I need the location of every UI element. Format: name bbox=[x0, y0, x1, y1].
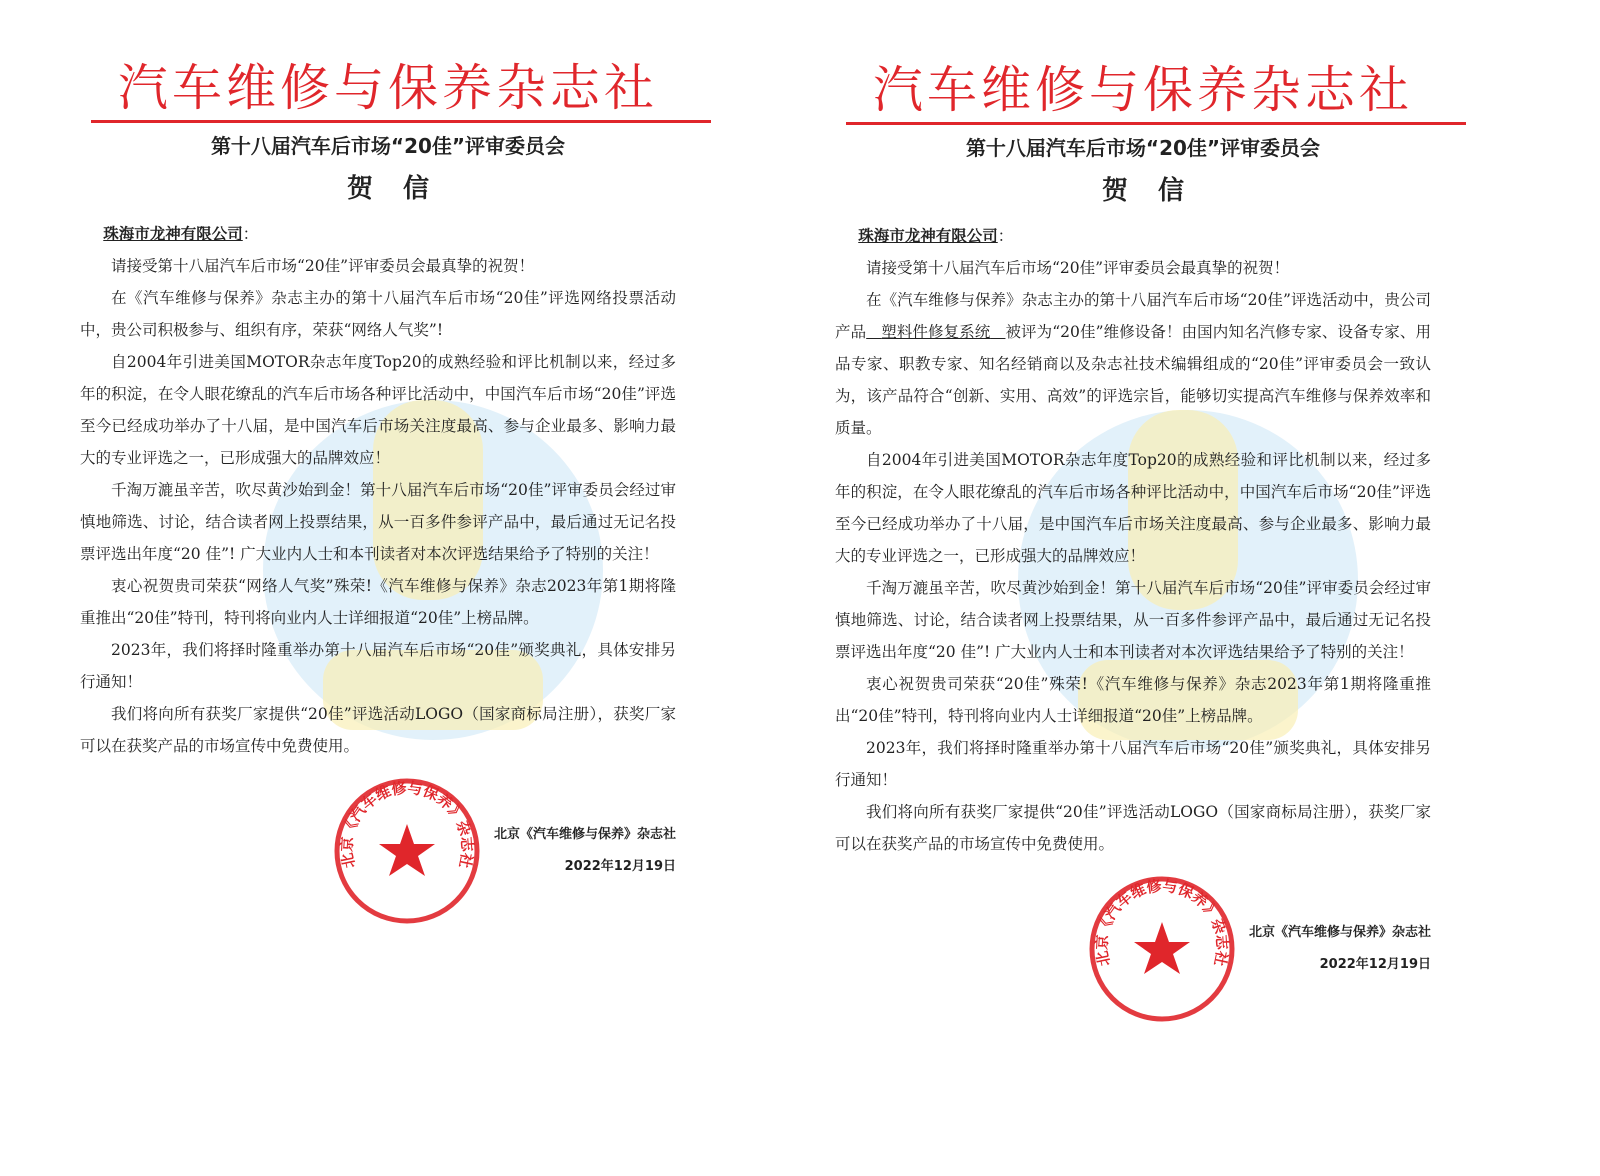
letter-network-popularity-award bbox=[78, 0, 698, 1176]
red-seal-stamp bbox=[332, 776, 482, 926]
paragraph: 千淘万漉虽辛苦，吹尽黄沙始到金！第十八届汽车后市场“20佳”评审委员会经过审慎地筛选、讨论，结合读者网上投票结果，从一百多件参评产品中，最后通过无记名投票评选出年度“20 佳”! 广大业内人士和本刊读者对本次评选结果给予了特别的关注！ bbox=[80, 481, 676, 563]
addressee: 珠海市龙神有限公司 bbox=[858, 227, 998, 245]
paragraph: 在《汽车维修与保养》杂志主办的第十八届汽车后市场“20佳”评选网络投票活动中，贵公司积极参与、组织有序，荣获“网络人气奖”! bbox=[80, 289, 676, 339]
award-text-after: 被评为“20佳”维修设备！由国内知名汽修专家、设备专家、用品专家、职教专家、知名经销商以及杂志社技术编辑组成的“20佳”评审委员会一致认为，该产品符合“创新、实用、高效”的评选宗旨，能够切实提高汽车维修与保养效率和质量。 bbox=[835, 323, 1431, 437]
addressee: 珠海市龙神有限公司 bbox=[103, 225, 243, 243]
paragraph: 衷心祝贺贵司荣获“网络人气奖”殊荣!《汽车维修与保养》杂志2023年第1期将隆重推出“20佳”特刊，特刊将向业内人士详细报道“20佳”上榜品牌。 bbox=[80, 577, 676, 627]
paragraph-award bbox=[835, 284, 1431, 444]
signature-block bbox=[494, 819, 676, 883]
paragraph: 请接受第十八届汽车后市场“20佳”评审委员会最真挚的祝贺！ bbox=[866, 259, 1290, 277]
signature-block bbox=[1249, 917, 1431, 981]
paragraph: 请接受第十八届汽车后市场“20佳”评审委员会最真挚的祝贺！ bbox=[111, 257, 535, 275]
paragraph: 自2004年引进美国MOTOR杂志年度Top20的成熟经验和评比机制以来，经过多年的积淀，在令人眼花缭乱的汽车后市场各种评比活动中，中国汽车后市场“20佳”评选至今已经成功举办了十八届，是中国汽车后市场关注度最高、参与企业最多、影响力最大的专业评选之一，已形成强大的品牌效应！ bbox=[80, 353, 676, 467]
paragraph: 我们将向所有获奖厂家提供“20佳”评选活动LOGO（国家商标局注册），获奖厂家可以在获奖产品的市场宣传中免费使用。 bbox=[80, 705, 676, 755]
paragraph: 2023年，我们将择时隆重举办第十八届汽车后市场“20佳”颁奖典礼，具体安排另行通知！ bbox=[835, 739, 1431, 789]
signature-row bbox=[835, 874, 1431, 1024]
product-name-text: 塑料件修复系统 bbox=[881, 323, 991, 341]
signature-row bbox=[80, 776, 676, 926]
masthead-rule bbox=[846, 122, 1466, 125]
letter-body bbox=[80, 218, 676, 926]
masthead-rule bbox=[91, 120, 711, 123]
signature: 北京《汽车维修与保养》杂志社 bbox=[493, 827, 676, 842]
letter-body bbox=[835, 220, 1431, 1024]
masthead: 汽车维修与保养杂志社 bbox=[873, 61, 1413, 119]
committee-title: 第十八届汽车后市场“20佳”评审委员会 bbox=[210, 134, 566, 158]
addressee-colon: ： bbox=[997, 227, 1014, 245]
paragraph: 2023年，我们将择时隆重举办第十八届汽车后市场“20佳”颁奖典礼，具体安排另行通知！ bbox=[80, 641, 676, 691]
paragraph: 我们将向所有获奖厂家提供“20佳”评选活动LOGO（国家商标局注册），获奖厂家可以在获奖产品的市场宣传中免费使用。 bbox=[835, 803, 1431, 853]
addressee-colon: ： bbox=[242, 225, 259, 243]
letter-top20-product-award bbox=[833, 0, 1453, 1176]
date: 2022年12月19日 bbox=[564, 859, 676, 874]
paragraph: 千淘万漉虽辛苦，吹尽黄沙始到金！第十八届汽车后市场“20佳”评审委员会经过审慎地筛选、讨论，结合读者网上投票结果，从一百多件参评产品中，最后通过无记名投票评选出年度“20 佳”! 广大业内人士和本刊读者对本次评选结果给予了特别的关注！ bbox=[835, 579, 1431, 661]
letter-title: 贺信 bbox=[346, 174, 459, 204]
svg-text:北京《汽车维修与保养》杂志社: 北京《汽车维修与保养》杂志社 bbox=[337, 778, 477, 870]
masthead: 汽车维修与保养杂志社 bbox=[118, 59, 658, 117]
committee-title: 第十八届汽车后市场“20佳”评审委员会 bbox=[965, 136, 1321, 160]
red-seal-stamp bbox=[1087, 874, 1237, 1024]
product-name bbox=[866, 323, 1005, 341]
paragraph: 自2004年引进美国MOTOR杂志年度Top20的成熟经验和评比机制以来，经过多年的积淀，在令人眼花缭乱的汽车后市场各种评比活动中，中国汽车后市场“20佳”评选至今已经成功举办了十八届，是中国汽车后市场关注度最高、参与企业最多、影响力最大的专业评选之一，已形成强大的品牌效应！ bbox=[835, 451, 1431, 565]
paragraph: 衷心祝贺贵司荣获“20佳”殊荣!《汽车维修与保养》杂志2023年第1期将隆重推出“20佳”特刊，特刊将向业内人士详细报道“20佳”上榜品牌。 bbox=[835, 675, 1431, 725]
signature: 北京《汽车维修与保养》杂志社 bbox=[1248, 925, 1431, 940]
svg-text:北京《汽车维修与保养》杂志社: 北京《汽车维修与保养》杂志社 bbox=[1092, 876, 1232, 968]
date: 2022年12月19日 bbox=[1319, 957, 1431, 972]
letter-title: 贺信 bbox=[1101, 176, 1214, 206]
award-text-before: 在《汽车维修与保养》杂志主办的第十八届汽车后市场“20佳”评选活动中，贵公司产品 bbox=[835, 291, 1431, 341]
